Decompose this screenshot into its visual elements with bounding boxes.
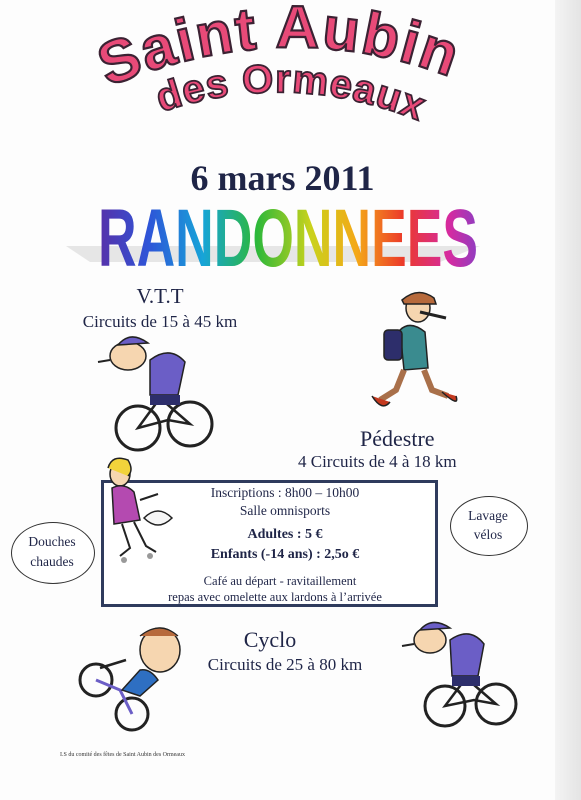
- info-inscriptions: Inscriptions : 8h00 – 10h00: [210, 485, 360, 500]
- headline: RANDONNEES: [98, 193, 478, 284]
- footer-credit: I.S du comité des fêtes de Saint Aubin des Ormeaux: [60, 752, 185, 758]
- cyclo-circuits: Circuits de 25 à 80 km: [207, 655, 363, 674]
- pedestre-circuits: 4 Circuits de 4 à 18 km: [298, 452, 457, 471]
- douches-line1: Douches: [28, 534, 76, 549]
- vtt-label: V.T.T: [136, 284, 184, 308]
- info-repas: repas avec omelette aux lardons à l’arrivée: [168, 590, 382, 604]
- vtt-circuits: Circuits de 15 à 45 km: [82, 312, 238, 331]
- lavage-line2: vélos: [473, 527, 503, 542]
- title-line1: Saint Aubin: [88, 0, 470, 99]
- lavage-line1: Lavage: [468, 508, 508, 523]
- info-lieu: Salle omnisports: [239, 503, 331, 518]
- info-cafe: Café au départ - ravitaillement: [203, 574, 357, 588]
- cyclo-label: Cyclo: [243, 627, 297, 652]
- event-date: 6 mars 2011: [190, 158, 375, 198]
- info-adultes: Adultes : 5 €: [247, 527, 323, 542]
- title-line2: des Ormeaux: [150, 57, 432, 130]
- pedestre-label: Pédestre: [360, 426, 435, 451]
- douches-line2: chaudes: [30, 554, 74, 569]
- info-enfants: Enfants (-14 ans) : 2,5o €: [210, 547, 360, 562]
